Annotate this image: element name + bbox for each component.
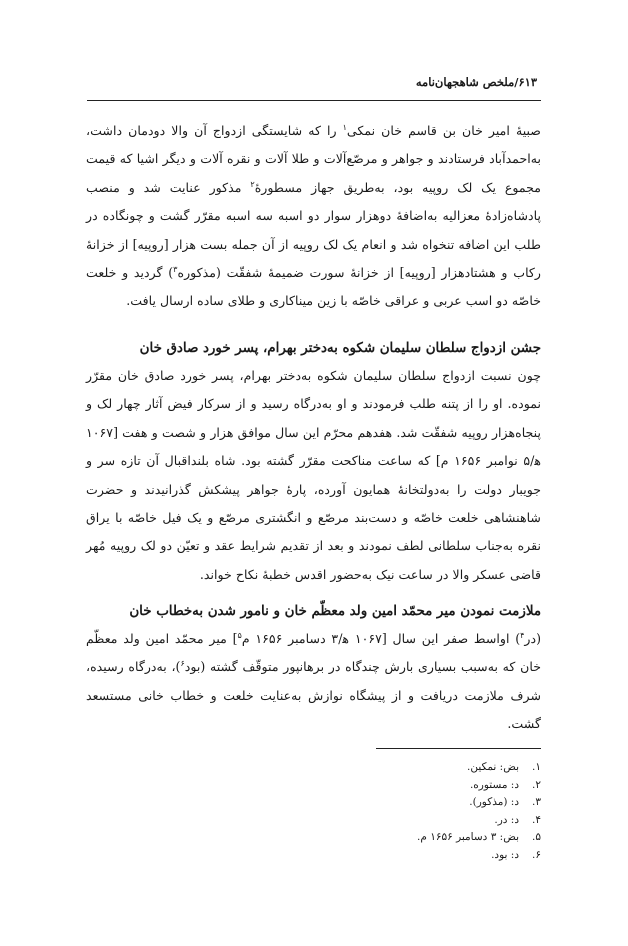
- footnote-marker: ۳: [173, 264, 178, 274]
- footnote-item: [241, 812, 541, 830]
- footnote-number: ۳.: [532, 796, 541, 809]
- footnote-number: ۱.: [532, 761, 541, 773]
- header-rule: [87, 100, 541, 101]
- running-header: ۶۱۳/ملخص شاهجهان‌نامه: [415, 75, 537, 89]
- paragraph-text-run: ] میر محمّد امین ولد معظّم خان که به‌سبب بسیاری بارش چندگاه در برهانپور متوقّف گشته (بود: [86, 631, 541, 675]
- footnote-text: د: (مذکور).: [469, 796, 519, 809]
- footnote-item: [241, 777, 541, 795]
- paragraph-text-run: )، به‌درگاه رسیده، شرف ملازمت دریافت و از پیشگاه نوازش به‌عنایت خلعت و خطاب خانی مستسعد گشت.: [86, 659, 541, 732]
- footnote-marker: ۶: [180, 659, 185, 669]
- footnote-number: ۶.: [532, 848, 541, 861]
- paragraph-text-run: (در: [524, 631, 542, 646]
- paragraph-text-run: ) اواسط صفر این سال [۱۰۶۷ ه‍/۳ دسامبر ۱۶۵۶ م: [241, 631, 521, 646]
- footnote-marker: ۵: [237, 630, 242, 640]
- footnote-marker: ۴: [520, 630, 525, 640]
- paragraph-text-run: ) گردید و خلعت خاصّه دو اسب عربی و عراقی خاصّه با زین میناکاری و طلای ساده ارسال یافت.: [86, 265, 541, 309]
- footnote-item: [241, 847, 541, 865]
- footnote-item: [241, 794, 541, 812]
- footnote-number: ۲.: [532, 778, 541, 791]
- footnote-text: د: در.: [494, 813, 519, 826]
- section-audience: [86, 597, 541, 739]
- footnote-rule: [376, 748, 541, 749]
- footnote-item: [241, 759, 541, 777]
- footnote-marker: ۱: [342, 122, 347, 132]
- footnote-text: بض: ۳ دسامبر ۱۶۵۶ م.: [417, 831, 519, 844]
- body-paragraph: [86, 362, 541, 589]
- footnote-text: د: مستوره.: [469, 778, 519, 791]
- footnote-number: ۴.: [532, 813, 541, 826]
- footnote-number: ۵.: [532, 831, 541, 844]
- section-wedding: [86, 334, 541, 589]
- footnote-item: [241, 829, 541, 847]
- body-paragraph: [86, 625, 541, 739]
- body-paragraph: [86, 117, 541, 316]
- paragraph-text-run: را که شایستگی ازدواج آن والا دودمان داشت، به‌احمدآباد فرستادند و جواهر و مرصّع‌آلات و طلا آلات و نقره آلات و دیگر اشیا که قیمت مجموع یک لک روپیه بود، به‌طریق جهاز مسطورهٔ: [86, 123, 542, 195]
- opening-paragraph-block: [86, 117, 541, 316]
- paragraph-text-run: صبیهٔ امیر خان بن قاسم خان نمکی: [346, 123, 542, 138]
- footnote-text: د: بود.: [491, 848, 519, 861]
- paragraph-text-run: چون نسبت ازدواج سلطان سلیمان شکوه به‌دختر بهرام، پسر خورد صادق خان مقرّر نموده. او را از پتنه طلب فرمودند و او به‌درگاه رسید و از سرکار فیض آثار چهار لک و پنجاه‌هزار روپیه شفقّت شد. هفدهم محرّم این سال موافق هزار و شصت و هفت [۱۰۶۷ ه‍/۵ نوامبر ۱۶۵۶ م] که ساعت مناکحت مقرّر گشته بود. شاه بلنداقبال آن تازه سر و جویبار دولت را به‌دولتخانهٔ همایون آورده، پارهٔ جواهر پیشکش گذرانیدند و حضرت شاهنشاهی خلعت خاصّه و دست‌بند مرصّع و انگشتری مرصّع و یک فیل خاصّه با یراق نقره به‌جناب سلطانی لطف نمودند و بعد از تقدیم شرایط عقد و تعیّن دو لک روپیه مُهر قاضی عسکر والا در ساعت نیک به‌حضور اقدس خطبهٔ نکاح خواند.: [86, 368, 541, 582]
- footnote-marker: ۲: [250, 179, 255, 189]
- footnotes-list: [241, 759, 541, 865]
- footnote-text: بض: نمکین.: [467, 761, 519, 773]
- paragraph-text-run: مذکور عنایت شد و منصب پادشاه‌زادهٔ معزالیه به‌اضافهٔ دوهزار سوار دو اسبه سه اسبه مقرّر گشت و چونگاده در طلب این اضافه تنخواه شد و انعام یک لک روپیه از آن جمله بست هزار [روپیه] از خزانهٔ رکاب و هشتادهزار [روپیه] از خزانهٔ سورت ضمیمهٔ شفقّت (مذکوره: [86, 179, 541, 281]
- section-heading: جشن ازدواج سلطان سلیمان شکوه به‌دختر بهرام، پسر خورد صادق خان: [139, 340, 541, 356]
- section-heading: ملازمت نمودن میر محمّد امین ولد معظّم خان و نامور شدن به‌خطاب خان: [129, 603, 541, 619]
